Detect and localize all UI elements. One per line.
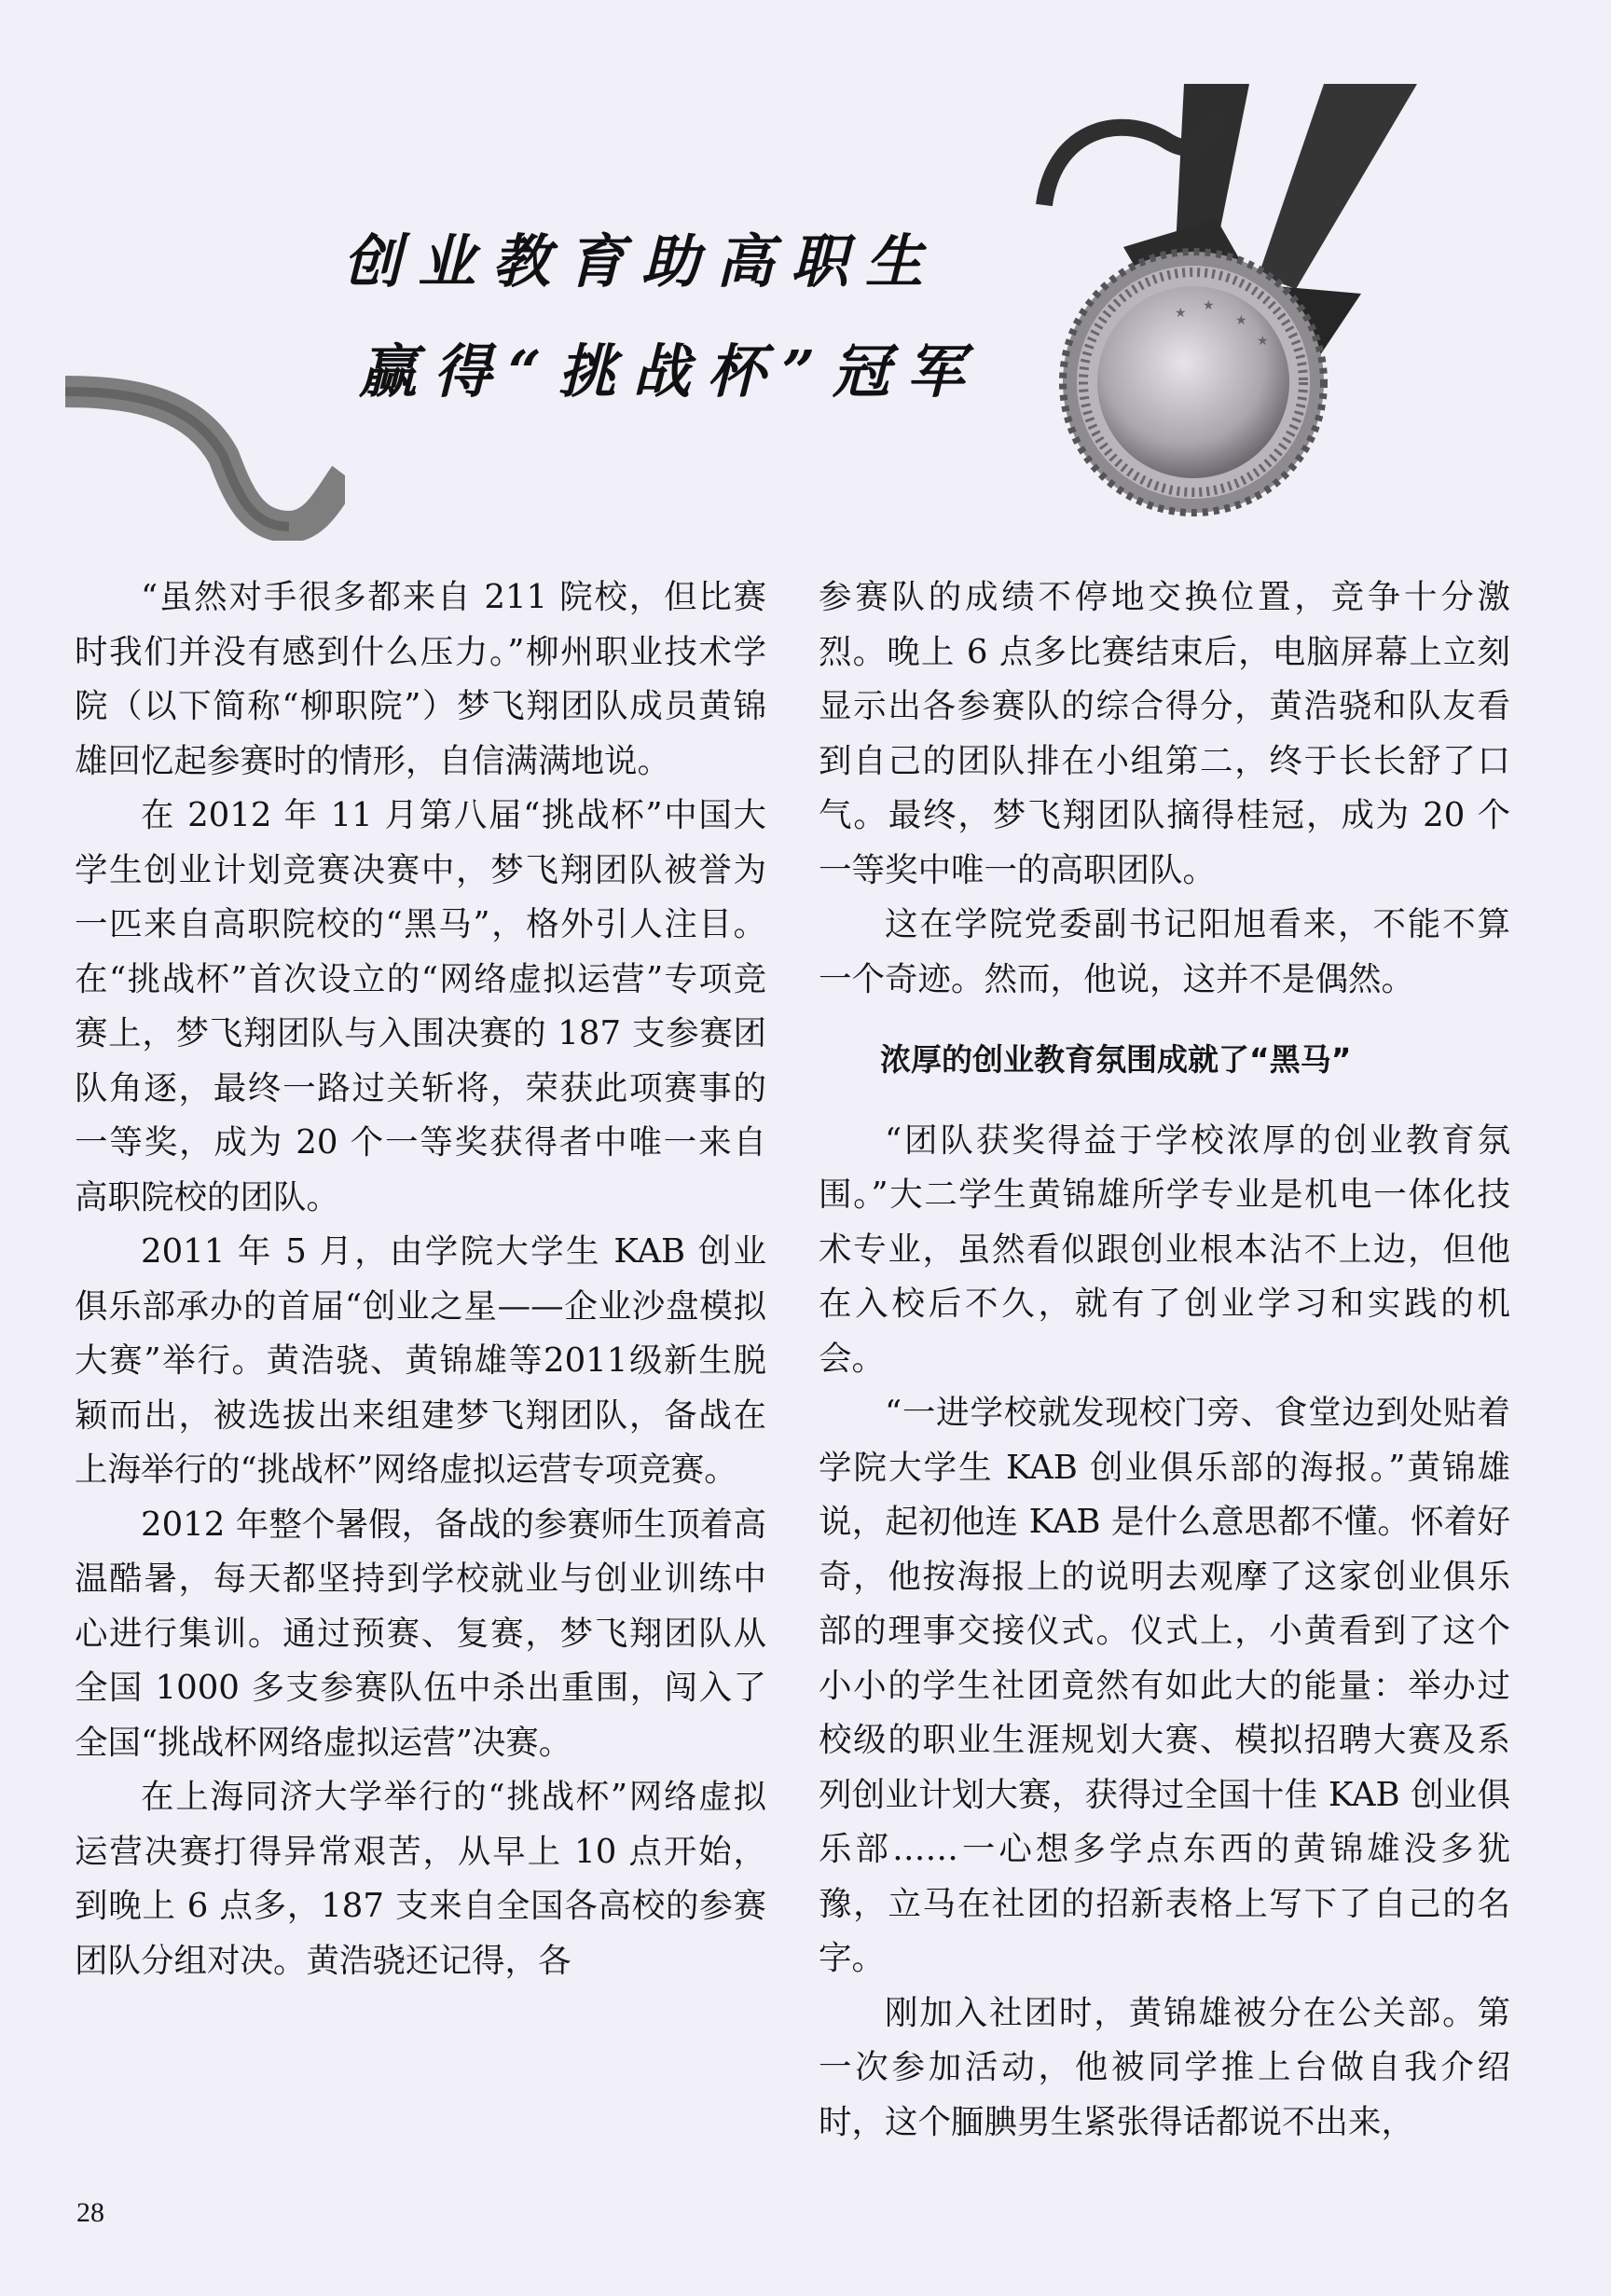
svg-text:★: ★: [1175, 306, 1187, 321]
section-subheading: 浓厚的创业教育氛围成就了“黑马”: [880, 1041, 1352, 1078]
paragraph: “虽然对手很多都来自 211 院校，但比赛时我们并没有感到什么压力。”柳州职业技术学院（以下简称“柳职院”）梦飞翔团队成员黄锦雄回忆起参赛时的情形，自信满满地说。: [75, 578, 766, 780]
left-column: [75, 571, 766, 1988]
medal-icon: [1016, 75, 1501, 522]
curled-ribbon-icon: [65, 354, 345, 541]
paragraph: 在 2012 年 11 月第八届“挑战杯”中国大学生创业计划竞赛决赛中，梦飞翔团队被誉为一匹来自高职院校的“黑马”，格外引人注目。在“挑战杯”首次设立的“网络虚拟运营”专项竞赛上，梦飞翔团队与入围决赛的 187 支参赛团队角逐，最终一路过关斩将，荣获此项赛事的一等奖，成为 20 个一等奖获得者中唯一来自高职院校的团队。: [75, 796, 766, 1217]
paragraph: 刚加入社团时，黄锦雄被分在公关部。第一次参加活动，他被同学推上台做自我介绍时，这个腼腆男生紧张得话都说不出来，: [819, 1993, 1510, 2141]
page-number: 28: [76, 2197, 104, 2228]
svg-text:★: ★: [1203, 298, 1215, 313]
paragraph-continuation: 参赛队的成绩不停地交换位置，竞争十分激烈。晚上 6 点多比赛结束后，电脑屏幕上立刻显示出各参赛队的综合得分，黄浩骁和队友看到自己的团队排在小组第二，终于长长舒了口气。最终，梦飞翔团队摘得桂冠，成为 20 个一等奖中唯一的高职团队。: [819, 578, 1510, 889]
right-column: [819, 571, 1510, 2150]
svg-text:★: ★: [1257, 334, 1269, 349]
article-title-line-1: 创业教育助高职生: [343, 227, 941, 296]
paragraph: 这在学院党委副书记阳旭看来，不能不算一个奇迹。然而，他说，这并不是偶然。: [819, 905, 1510, 998]
paragraph: 2012 年整个暑假，备战的参赛师生顶着高温酷暑，每天都坚持到学校就业与创业训练中心进行集训。通过预赛、复赛，梦飞翔团队从全国 1000 多支参赛队伍中杀出重围，闯入了全国“挑战杯网络虚拟运营”决赛。: [75, 1505, 766, 1762]
paragraph: 在上海同济大学举行的“挑战杯”网络虚拟运营决赛打得异常艰苦，从早上 10 点开始，到晚上 6 点多，187 支来自全国各高校的参赛团队分组对决。黄浩骁还记得，各: [75, 1778, 766, 1980]
svg-text:★: ★: [1235, 313, 1247, 328]
paragraph: 2011 年 5 月，由学院大学生 KAB 创业俱乐部承办的首届“创业之星——企业沙盘模拟大赛”举行。黄浩骁、黄锦雄等2011级新生脱颖而出，被选拔出来组建梦飞翔团队，备战在上海举行的“挑战杯”网络虚拟运营专项竞赛。: [75, 1232, 766, 1489]
paragraph: “一进学校就发现校门旁、食堂边到处贴着学院大学生 KAB 创业俱乐部的海报。”黄锦雄说，起初他连 KAB 是什么意思都不懂。怀着好奇，他按海报上的说明去观摩了这家创业俱乐部的理事交接仪式。仪式上，小黄看到了这个小小的学生社团竟然有如此大的能量：举办过校级的职业生涯规划大赛、模拟招聘大赛及系列创业计划大赛，获得过全国十佳 KAB 创业俱乐部……一心想多学点东西的黄锦雄没多犹豫，立马在社团的招新表格上写下了自己的名字。: [819, 1394, 1510, 1977]
article-title-line-2: 赢得“挑战杯”冠军: [359, 337, 982, 406]
paragraph: “团队获奖得益于学校浓厚的创业教育氛围。”大二学生黄锦雄所学专业是机电一体化技术专业，虽然看似跟创业根本沾不上边，但他在入校后不久，就有了创业学习和实践的机会。: [819, 1121, 1510, 1378]
